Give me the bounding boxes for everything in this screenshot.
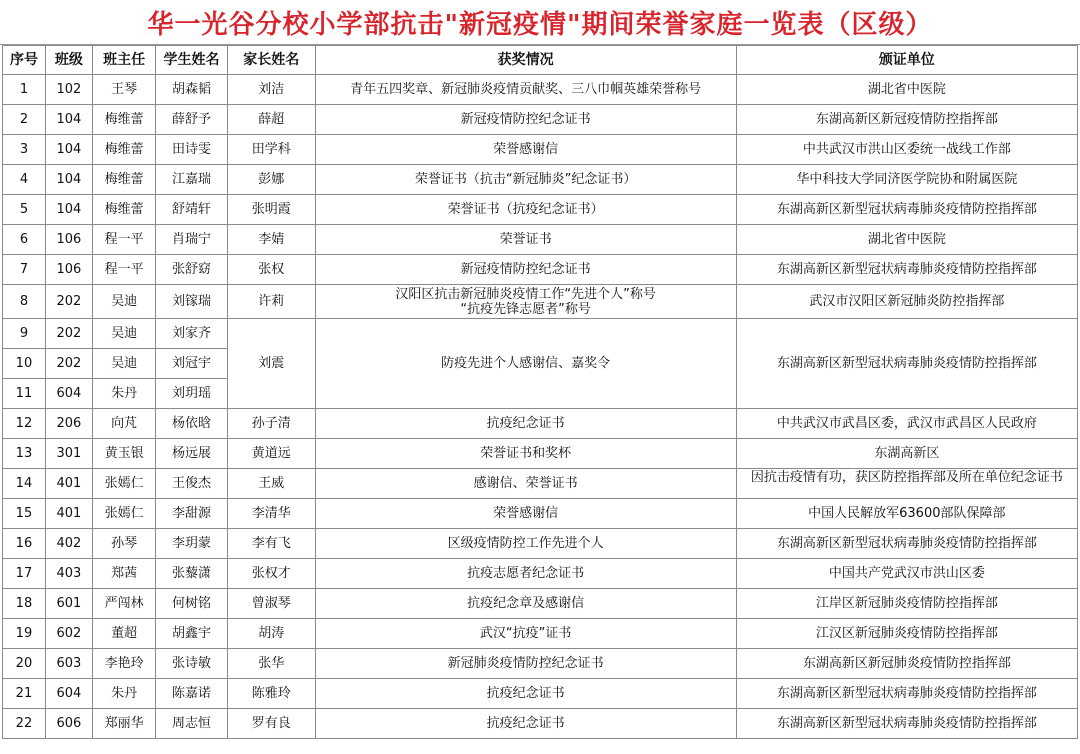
header-award: 获奖情况 — [315, 46, 736, 75]
cell-parent: 李有飞 — [227, 529, 315, 559]
cell-issuer: 东湖高新区 — [736, 439, 1077, 469]
cell-award: 区级疫情防控工作先进个人 — [315, 529, 736, 559]
cell-no: 5 — [3, 195, 46, 225]
table-row — [3, 469, 1078, 499]
cell-parent: 李婧 — [227, 225, 315, 255]
cell-award: 青年五四奖章、新冠肺炎疫情贡献奖、三八巾帼英雄荣誉称号 — [315, 75, 736, 105]
award-line: 汉阳区抗击新冠肺炎疫情工作“先进个人”称号 — [395, 286, 656, 302]
cell-award: 荣誉证书和奖杯 — [315, 439, 736, 469]
cell-teacher: 吴迪 — [92, 349, 155, 379]
cell-class: 601 — [45, 589, 92, 619]
cell-no: 14 — [3, 469, 46, 499]
cell-student: 刘镓瑞 — [156, 285, 228, 319]
cell-student: 刘家齐 — [156, 319, 228, 349]
cell-issuer: 江岸区新冠肺炎疫情防控指挥部 — [736, 589, 1077, 619]
cell-student: 舒靖轩 — [156, 195, 228, 225]
table-row — [3, 589, 1078, 619]
cell-class: 104 — [45, 195, 92, 225]
cell-teacher: 张嫣仁 — [92, 499, 155, 529]
table-row — [3, 319, 1078, 349]
cell-no: 16 — [3, 529, 46, 559]
cell-class: 401 — [45, 499, 92, 529]
cell-student: 李甜源 — [156, 499, 228, 529]
cell-no: 12 — [3, 409, 46, 439]
cell-no: 15 — [3, 499, 46, 529]
cell-no: 20 — [3, 649, 46, 679]
table-row — [3, 255, 1078, 285]
cell-award: 荣誉感谢信 — [315, 499, 736, 529]
cell-class: 104 — [45, 135, 92, 165]
table-row — [3, 559, 1078, 589]
cell-parent: 孙子清 — [227, 409, 315, 439]
cell-class: 403 — [45, 559, 92, 589]
cell-student: 江嘉瑞 — [156, 165, 228, 195]
table-row — [3, 649, 1078, 679]
cell-award: 感谢信、荣誉证书 — [315, 469, 736, 499]
cell-issuer: 中共武汉市洪山区委统一战线工作部 — [736, 135, 1077, 165]
cell-teacher: 程一平 — [92, 225, 155, 255]
cell-class: 603 — [45, 649, 92, 679]
cell-issuer: 东湖高新区新型冠状病毒肺炎疫情防控指挥部 — [736, 679, 1077, 709]
cell-award: 荣誉感谢信 — [315, 135, 736, 165]
cell-class: 106 — [45, 225, 92, 255]
header-class: 班级 — [45, 46, 92, 75]
cell-parent: 罗有良 — [227, 709, 315, 739]
cell-award: 抗疫志愿者纪念证书 — [315, 559, 736, 589]
cell-no: 8 — [3, 285, 46, 319]
cell-issuer: 中国共产党武汉市洪山区委 — [736, 559, 1077, 589]
table-row — [3, 619, 1078, 649]
cell-no: 1 — [3, 75, 46, 105]
cell-teacher: 程一平 — [92, 255, 155, 285]
award-line: “抗疫先锋志愿者”称号 — [460, 301, 591, 317]
cell-student: 胡鑫宇 — [156, 619, 228, 649]
cell-no: 21 — [3, 679, 46, 709]
cell-parent: 胡涛 — [227, 619, 315, 649]
cell-parent: 许莉 — [227, 285, 315, 319]
cell-award-merged: 防疫先进个人感谢信、嘉奖令 — [315, 319, 736, 409]
cell-parent: 田学科 — [227, 135, 315, 165]
cell-award: 抗疫纪念证书 — [315, 679, 736, 709]
cell-issuer-merged: 东湖高新区新型冠状病毒肺炎疫情防控指挥部 — [736, 319, 1077, 409]
cell-student: 张舒窈 — [156, 255, 228, 285]
cell-parent: 李清华 — [227, 499, 315, 529]
cell-class: 202 — [45, 349, 92, 379]
table-row — [3, 529, 1078, 559]
cell-parent: 曾淑琴 — [227, 589, 315, 619]
cell-class: 602 — [45, 619, 92, 649]
cell-student: 陈嘉诺 — [156, 679, 228, 709]
table-row — [3, 409, 1078, 439]
cell-parent: 张明霞 — [227, 195, 315, 225]
cell-student: 张藜潇 — [156, 559, 228, 589]
cell-teacher: 黄玉银 — [92, 439, 155, 469]
cell-issuer: 东湖高新区新冠肺炎疫情防控指挥部 — [736, 649, 1077, 679]
page-title: 华一光谷分校小学部抗击"新冠疫情"期间荣誉家庭一览表（区级） — [147, 9, 933, 40]
cell-issuer — [736, 469, 1077, 499]
cell-teacher: 梅维蕾 — [92, 105, 155, 135]
cell-no: 22 — [3, 709, 46, 739]
cell-class: 206 — [45, 409, 92, 439]
cell-award: 抗疫纪念证书 — [315, 709, 736, 739]
cell-no: 17 — [3, 559, 46, 589]
table-row — [3, 135, 1078, 165]
cell-class: 104 — [45, 105, 92, 135]
cell-student: 何树铭 — [156, 589, 228, 619]
header-teacher: 班主任 — [92, 46, 155, 75]
cell-student: 杨依晗 — [156, 409, 228, 439]
table-row — [3, 225, 1078, 255]
cell-no: 13 — [3, 439, 46, 469]
title-bar — [0, 0, 1080, 45]
cell-issuer: 东湖高新区新型冠状病毒肺炎疫情防控指挥部 — [736, 255, 1077, 285]
cell-award: 新冠疫情防控纪念证书 — [315, 105, 736, 135]
table-row — [3, 285, 1078, 319]
cell-teacher: 吴迪 — [92, 285, 155, 319]
cell-class: 202 — [45, 319, 92, 349]
cell-award: 荣誉证书 — [315, 225, 736, 255]
table-row — [3, 679, 1078, 709]
cell-teacher: 严闯林 — [92, 589, 155, 619]
table-row — [3, 75, 1078, 105]
header-no: 序号 — [3, 46, 46, 75]
cell-teacher: 董超 — [92, 619, 155, 649]
cell-parent: 彭娜 — [227, 165, 315, 195]
cell-award — [315, 285, 736, 319]
cell-student: 周志恒 — [156, 709, 228, 739]
cell-no: 10 — [3, 349, 46, 379]
cell-no: 18 — [3, 589, 46, 619]
cell-issuer: 东湖高新区新型冠状病毒肺炎疫情防控指挥部 — [736, 709, 1077, 739]
cell-issuer: 华中科技大学同济医学院协和附属医院 — [736, 165, 1077, 195]
cell-issuer: 武汉市汉阳区新冠肺炎防控指挥部 — [736, 285, 1077, 319]
cell-issuer: 湖北省中医院 — [736, 75, 1077, 105]
cell-student: 田诗雯 — [156, 135, 228, 165]
cell-student: 杨远展 — [156, 439, 228, 469]
cell-teacher: 郑丽华 — [92, 709, 155, 739]
cell-no: 11 — [3, 379, 46, 409]
cell-award: 抗疫纪念章及感谢信 — [315, 589, 736, 619]
cell-no: 7 — [3, 255, 46, 285]
cell-parent: 黄道远 — [227, 439, 315, 469]
cell-parent: 陈雅玲 — [227, 679, 315, 709]
cell-class: 104 — [45, 165, 92, 195]
table-row — [3, 195, 1078, 225]
header-student: 学生姓名 — [156, 46, 228, 75]
cell-parent: 薛超 — [227, 105, 315, 135]
issuer-text: 因抗击疫情有功，获区防控指挥部及所在单位纪念证书 — [750, 470, 1063, 485]
cell-no: 9 — [3, 319, 46, 349]
cell-class: 401 — [45, 469, 92, 499]
cell-issuer: 东湖高新区新冠疫情防控指挥部 — [736, 105, 1077, 135]
cell-student: 刘冠宇 — [156, 349, 228, 379]
cell-class: 402 — [45, 529, 92, 559]
table-row — [3, 439, 1078, 469]
cell-teacher: 郑茜 — [92, 559, 155, 589]
cell-class: 202 — [45, 285, 92, 319]
cell-teacher: 李艳玲 — [92, 649, 155, 679]
cell-no: 6 — [3, 225, 46, 255]
cell-class: 106 — [45, 255, 92, 285]
cell-parent: 王威 — [227, 469, 315, 499]
cell-issuer: 江汉区新冠肺炎疫情防控指挥部 — [736, 619, 1077, 649]
cell-class: 604 — [45, 379, 92, 409]
table-row — [3, 105, 1078, 135]
cell-class: 301 — [45, 439, 92, 469]
cell-teacher: 朱丹 — [92, 679, 155, 709]
cell-teacher: 吴迪 — [92, 319, 155, 349]
cell-award: 新冠肺炎疫情防控纪念证书 — [315, 649, 736, 679]
cell-teacher: 孙琴 — [92, 529, 155, 559]
cell-class: 606 — [45, 709, 92, 739]
cell-parent: 张华 — [227, 649, 315, 679]
cell-award: 抗疫纪念证书 — [315, 409, 736, 439]
cell-award: 荣誉证书（抗疫纪念证书） — [315, 195, 736, 225]
cell-student: 李玥蒙 — [156, 529, 228, 559]
table-row — [3, 499, 1078, 529]
cell-student: 刘玥瑶 — [156, 379, 228, 409]
cell-teacher: 向芃 — [92, 409, 155, 439]
cell-award: 新冠疫情防控纪念证书 — [315, 255, 736, 285]
cell-student: 张诗敏 — [156, 649, 228, 679]
cell-parent: 刘洁 — [227, 75, 315, 105]
cell-teacher: 梅维蕾 — [92, 195, 155, 225]
cell-no: 19 — [3, 619, 46, 649]
cell-no: 3 — [3, 135, 46, 165]
table-row — [3, 165, 1078, 195]
cell-issuer: 东湖高新区新型冠状病毒肺炎疫情防控指挥部 — [736, 529, 1077, 559]
cell-issuer: 湖北省中医院 — [736, 225, 1077, 255]
cell-teacher: 朱丹 — [92, 379, 155, 409]
cell-student: 薛舒予 — [156, 105, 228, 135]
cell-teacher: 王琴 — [92, 75, 155, 105]
cell-issuer: 东湖高新区新型冠状病毒肺炎疫情防控指挥部 — [736, 195, 1077, 225]
cell-student: 王俊杰 — [156, 469, 228, 499]
cell-award: 荣誉证书（抗击“新冠肺炎”纪念证书） — [315, 165, 736, 195]
cell-teacher: 张嫣仁 — [92, 469, 155, 499]
cell-no: 4 — [3, 165, 46, 195]
cell-teacher: 梅维蕾 — [92, 135, 155, 165]
cell-class: 102 — [45, 75, 92, 105]
cell-student: 肖瑞宁 — [156, 225, 228, 255]
cell-parent: 张权才 — [227, 559, 315, 589]
table-header-row — [3, 46, 1078, 75]
cell-teacher: 梅维蕾 — [92, 165, 155, 195]
cell-student: 胡森韬 — [156, 75, 228, 105]
cell-parent-merged: 刘震 — [227, 319, 315, 409]
header-parent: 家长姓名 — [227, 46, 315, 75]
table-row — [3, 709, 1078, 739]
cell-issuer: 中共武汉市武昌区委，武汉市武昌区人民政府 — [736, 409, 1077, 439]
cell-award: 武汉“抗疫”证书 — [315, 619, 736, 649]
header-issuer: 颁证单位 — [736, 46, 1077, 75]
honor-family-table — [2, 45, 1078, 739]
cell-no: 2 — [3, 105, 46, 135]
cell-class: 604 — [45, 679, 92, 709]
cell-issuer: 中国人民解放军63600部队保障部 — [736, 499, 1077, 529]
cell-parent: 张权 — [227, 255, 315, 285]
